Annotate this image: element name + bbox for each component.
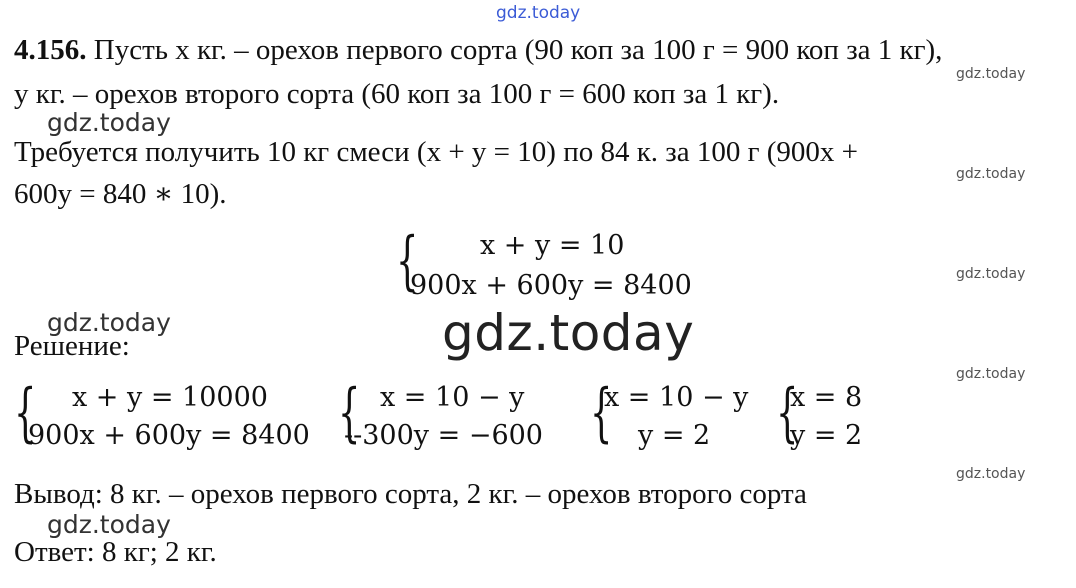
watermark-top: gdz.today <box>496 3 581 23</box>
brace-icon: { <box>14 376 37 450</box>
brace-icon: { <box>590 376 613 450</box>
watermark-left-2: gdz.today <box>47 308 171 337</box>
step-3-eq1: x = 10 − y <box>604 382 749 413</box>
step-3-eq2: y = 2 <box>638 420 711 451</box>
watermark-left-3: gdz.today <box>47 510 171 539</box>
answer: Ответ: 8 кг; 2 кг. <box>14 536 217 568</box>
watermark-right-3: gdz.today <box>956 266 1026 282</box>
watermark-center: gdz.today <box>442 304 695 362</box>
watermark-right-4: gdz.today <box>956 366 1026 382</box>
problem-number: 4.156. <box>14 34 87 66</box>
watermark-left-1: gdz.today <box>47 108 171 137</box>
problem-line-1 <box>14 34 942 67</box>
step-4-eq1: x = 8 <box>790 382 863 413</box>
watermark-right-5: gdz.today <box>956 466 1026 482</box>
step-1-eq1: x + y = 10000 <box>72 382 268 413</box>
solution-label: Решение: <box>14 330 130 362</box>
watermark-right-1: gdz.today <box>956 66 1026 82</box>
problem-line-4: 600y = 840 ∗ 10). <box>14 178 227 210</box>
brace-icon: { <box>776 376 799 450</box>
problem-line-2: y кг. – орехов второго сорта (60 коп за 100 г = 600 коп за 1 кг). <box>14 78 780 110</box>
watermark-right-2: gdz.today <box>956 166 1026 182</box>
brace-icon: { <box>338 376 361 450</box>
main-system-eq1: x + y = 10 <box>480 230 625 261</box>
main-system-eq2: 900x + 600y = 8400 <box>410 270 692 301</box>
step-4-eq2: y = 2 <box>790 420 863 451</box>
conclusion: Вывод: 8 кг. – орехов первого сорта, 2 кг. – орехов второго сорта <box>14 478 807 510</box>
problem-line-3: Требуется получить 10 кг смеси (x + y = 10) по 84 к. за 100 г (900x + <box>14 136 859 168</box>
step-1-eq2: 900x + 600y = 8400 <box>28 420 310 451</box>
step-2-eq2: --300y = −600 <box>344 420 543 451</box>
problem-text-1: Пусть x кг. – орехов первого сорта (90 коп за 100 г = 900 коп за 1 кг), <box>86 34 943 66</box>
brace-icon: { <box>396 224 419 298</box>
step-2-eq1: x = 10 − y <box>380 382 525 413</box>
